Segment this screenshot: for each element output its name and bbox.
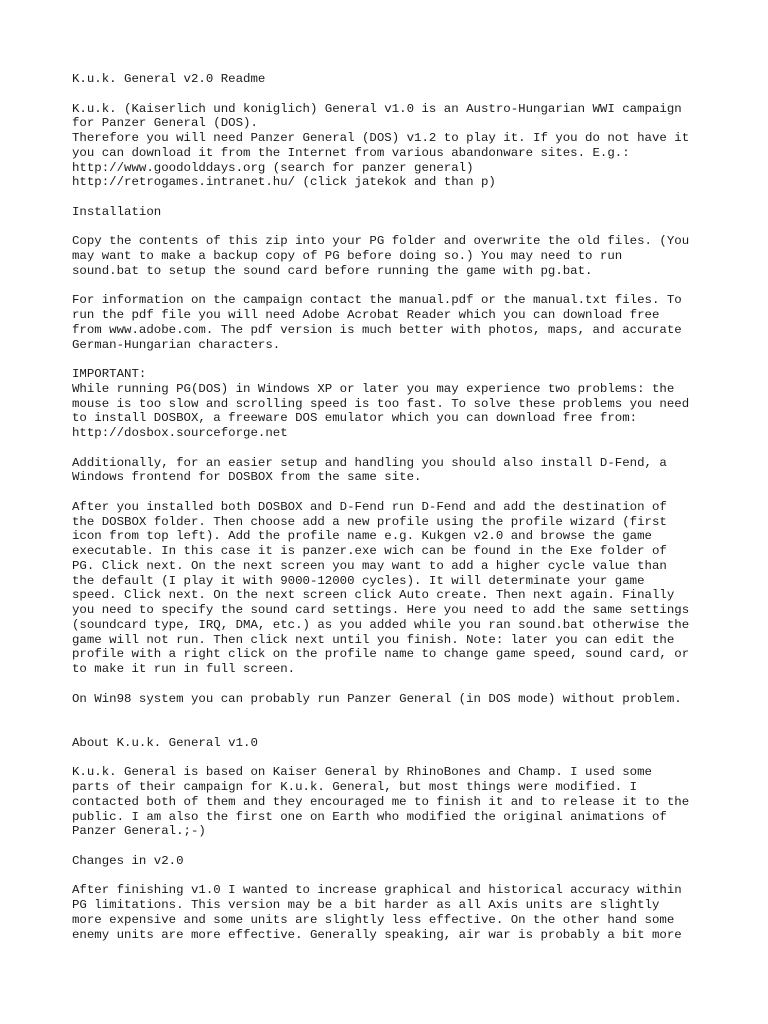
text-line: After finishing v1.0 I wanted to increase graphical and historical accuracy within [72, 883, 682, 898]
text-line: executable. In this case it is panzer.exe wich can be found in the Exe folder of [72, 544, 667, 558]
win98-paragraph: On Win98 system you can probably run Panzer General (in DOS mode) without problem. [72, 691, 682, 706]
text-line: run the pdf file you will need Adobe Acrobat Reader which you can download free [72, 308, 660, 322]
changes-paragraph [72, 883, 712, 942]
text-line: may want to make a backup copy of PG before doing so.) You may need to run [72, 249, 623, 263]
intro-paragraph [72, 102, 712, 191]
spacer [72, 279, 712, 294]
text-line: the default (I play it with 9000-12000 cycles). It will determinate your game [72, 573, 645, 588]
url-line: http://dosbox.sourceforge.net [72, 426, 288, 440]
dfend-paragraph [72, 456, 712, 486]
spacer [72, 352, 712, 367]
text-line: K.u.k. General is based on Kaiser General by RhinoBones and Champ. I used some [72, 765, 652, 780]
text-line: Additionally, for an easier setup and handling you should also install D-Fend, a [72, 455, 667, 470]
spacer [72, 839, 712, 854]
text-line: PG. Click next. On the next screen you may want to add a higher cycle value than [72, 558, 667, 573]
text-line: mouse is too slow and scrolling speed is too fast. To solve these problems you need [72, 396, 690, 411]
spacer [72, 190, 712, 205]
text-line: While running PG(DOS) in Windows XP or later you may experience two problems: the [72, 381, 675, 396]
spacer [72, 220, 712, 235]
text-line: more expensive and some units are slightly less effective. On the other hand some [72, 912, 675, 927]
installation-paragraph [72, 234, 712, 278]
spacer [72, 721, 712, 736]
spacer [72, 869, 712, 884]
spacer [72, 751, 712, 766]
text-line: enemy units are more effective. Generally speaking, air war is probably a bit more [72, 927, 682, 942]
text-line: Panzer General.;-) [72, 824, 206, 839]
text-line: German-Hungarian characters. [72, 337, 281, 352]
text-line: (soundcard type, IRQ, DMA, etc.) as you added while you ran sound.bat otherwise the [72, 617, 690, 632]
text-line: the DOSBOX folder. Then choose add a new profile using the profile wizard (first [72, 514, 667, 529]
text-line: to make it run in full screen. [72, 662, 296, 676]
text-line: profile with a right click on the profile name to change game speed, sound card, or [72, 647, 690, 662]
text-line: PG limitations. This version may be a bit harder as all Axis units are slightly [72, 898, 660, 912]
text-line: Therefore you will need Panzer General (DOS) v1.2 to play it. If you do not have it [72, 131, 690, 145]
setup-paragraph [72, 500, 712, 677]
text-line: public. I am also the first one on Earth who modified the original animations of [72, 809, 667, 824]
text-line: game will not run. Then click next until you finish. Note: later you can edit the [72, 632, 675, 647]
url-line: http://retrogames.intranet.hu/ (click jatekok and than p) [72, 175, 496, 190]
spacer [72, 87, 712, 102]
about-paragraph [72, 765, 712, 839]
text-line: icon from top left). Add the profile name e.g. Kukgen v2.0 and browse the game [72, 529, 652, 544]
text-line: contacted both of them and they encouraged me to finish it and to release it to the [72, 794, 690, 809]
about-heading: About K.u.k. General v1.0 [72, 735, 258, 750]
important-paragraph [72, 367, 712, 441]
text-line: you need to specify the sound card settings. Here you need to add the same settings [72, 603, 690, 617]
text-line: to install DOSBOX, a freeware DOS emulator which you can download free from: [72, 411, 638, 426]
spacer [72, 706, 712, 721]
changes-heading: Changes in v2.0 [72, 853, 184, 868]
document-title: K.u.k. General v2.0 Readme [72, 72, 266, 86]
text-line: parts of their campaign for K.u.k. General, but most things were modified. I [72, 780, 638, 794]
spacer [72, 677, 712, 692]
text-line: Windows frontend for DOSBOX from the same site. [72, 470, 422, 485]
text-line: For information on the campaign contact the manual.pdf or the manual.txt files. To [72, 293, 682, 308]
readme-document [72, 72, 712, 942]
important-label: IMPORTANT: [72, 367, 147, 381]
text-line: from www.adobe.com. The pdf version is much better with photos, maps, and accurate [72, 322, 682, 337]
text-line: K.u.k. (Kaiserlich und koniglich) General v1.0 is an Austro-Hungarian WWI campaign [72, 101, 682, 116]
spacer [72, 441, 712, 456]
text-line: speed. Click next. On the next screen click Auto create. Then next again. Finally [72, 588, 675, 603]
url-line: http://www.goodolddays.org (search for panzer general) [72, 160, 474, 175]
manual-info-paragraph [72, 293, 712, 352]
text-line: After you installed both DOSBOX and D-Fend run D-Fend and add the destination of [72, 499, 667, 514]
text-line: Copy the contents of this zip into your PG folder and overwrite the old files. (You [72, 234, 690, 249]
installation-heading: Installation [72, 204, 162, 219]
text-line: for Panzer General (DOS). [72, 116, 258, 131]
text-line: sound.bat to setup the sound card before running the game with pg.bat. [72, 263, 593, 278]
spacer [72, 485, 712, 500]
text-line: you can download it from the Internet from various abandonware sites. E.g.: [72, 145, 630, 160]
